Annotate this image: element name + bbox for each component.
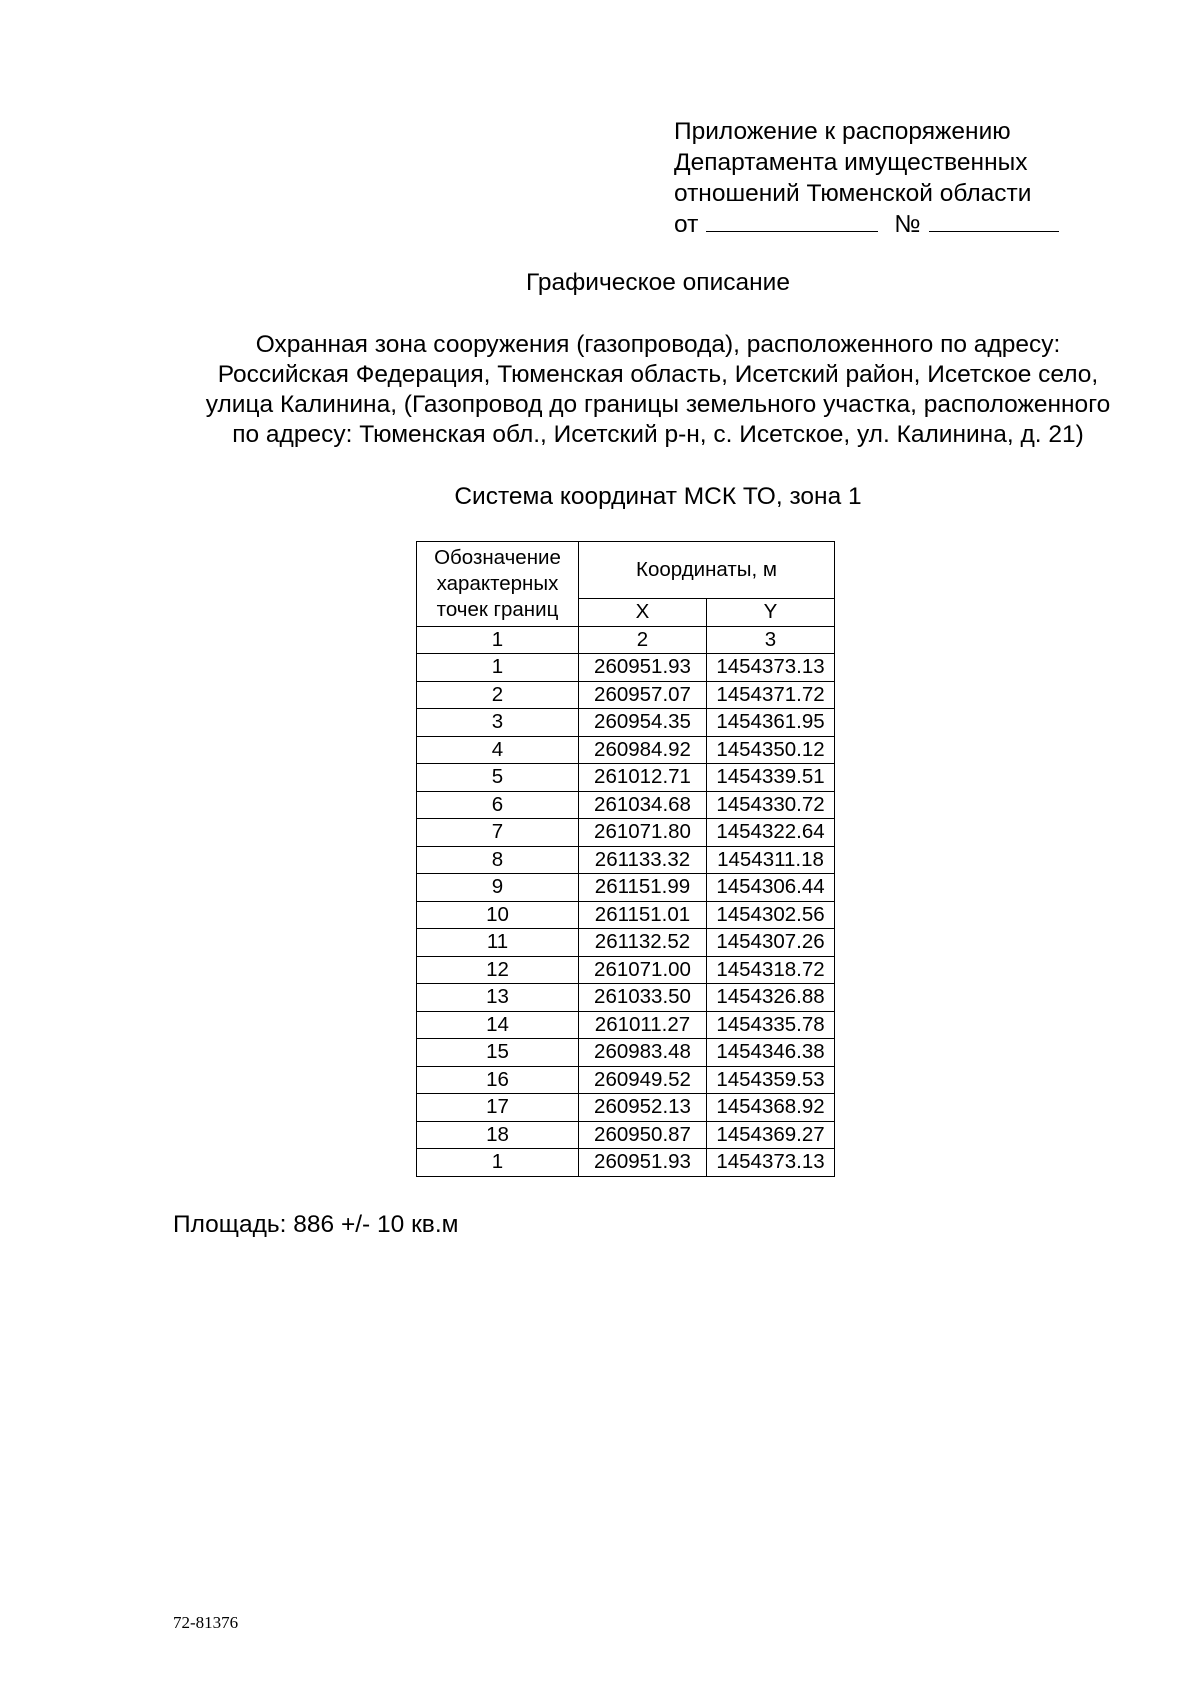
point-cell: 5 xyxy=(417,764,579,792)
table-row xyxy=(417,736,835,764)
y-cell: 1454318.72 xyxy=(707,956,835,984)
x-cell: 260952.13 xyxy=(579,1094,707,1122)
table-row xyxy=(417,819,835,847)
table-row xyxy=(417,984,835,1012)
y-cell: 1454369.27 xyxy=(707,1121,835,1149)
point-cell: 1 xyxy=(417,654,579,682)
point-cell: 11 xyxy=(417,929,579,957)
y-cell: 1454306.44 xyxy=(707,874,835,902)
y-header: Y xyxy=(707,599,835,627)
table-row xyxy=(417,1066,835,1094)
point-cell: 9 xyxy=(417,874,579,902)
point-cell: 3 xyxy=(417,709,579,737)
appendix-block xyxy=(674,116,1059,240)
point-designation-header xyxy=(417,542,579,627)
x-cell: 261033.50 xyxy=(579,984,707,1012)
y-cell: 1454326.88 xyxy=(707,984,835,1012)
x-cell: 260954.35 xyxy=(579,709,707,737)
x-cell: 260984.92 xyxy=(579,736,707,764)
description-line-2: Российская Федерация, Тюменская область, Исетский район, Исетское село, xyxy=(217,361,1099,388)
point-cell: 13 xyxy=(417,984,579,1012)
point-cell: 8 xyxy=(417,846,579,874)
x-cell: 260951.93 xyxy=(579,1149,707,1177)
table-row xyxy=(417,956,835,984)
coordinates-header: Координаты, м xyxy=(579,542,835,599)
coordinate-system-label: Система координат МСК ТО, зона 1 xyxy=(454,483,862,510)
point-cell: 17 xyxy=(417,1094,579,1122)
y-cell: 1454335.78 xyxy=(707,1011,835,1039)
y-cell: 1454350.12 xyxy=(707,736,835,764)
x-cell: 261151.01 xyxy=(579,901,707,929)
point-cell: 12 xyxy=(417,956,579,984)
x-cell: 260950.87 xyxy=(579,1121,707,1149)
column-number-3: 3 xyxy=(707,626,835,654)
x-cell: 260949.52 xyxy=(579,1066,707,1094)
area-label: Площадь: 886 +/- 10 кв.м xyxy=(173,1211,459,1238)
point-cell: 1 xyxy=(417,1149,579,1177)
x-header: X xyxy=(579,599,707,627)
coordinates-table xyxy=(416,541,835,1177)
table-row xyxy=(417,681,835,709)
zone-description xyxy=(100,330,1200,450)
x-cell: 261012.71 xyxy=(579,764,707,792)
table-row xyxy=(417,1121,835,1149)
x-cell: 261133.32 xyxy=(579,846,707,874)
table-row xyxy=(417,929,835,957)
point-cell: 15 xyxy=(417,1039,579,1067)
column-number-2: 2 xyxy=(579,626,707,654)
coordinates-body xyxy=(417,654,835,1177)
from-label: от xyxy=(674,211,699,238)
table-row xyxy=(417,1039,835,1067)
table-row xyxy=(417,846,835,874)
point-cell: 6 xyxy=(417,791,579,819)
appendix-line-3: отношений Тюменской области xyxy=(674,180,1032,207)
y-cell: 1454359.53 xyxy=(707,1066,835,1094)
x-cell: 261011.27 xyxy=(579,1011,707,1039)
point-cell: 14 xyxy=(417,1011,579,1039)
number-blank xyxy=(929,209,1059,232)
column-number-1: 1 xyxy=(417,626,579,654)
description-line-1: Охранная зона сооружения (газопровода), расположенного по адресу: xyxy=(255,331,1061,358)
appendix-line-1: Приложение к распоряжению xyxy=(674,118,1011,145)
table-row xyxy=(417,874,835,902)
table-row xyxy=(417,654,835,682)
y-cell: 1454373.13 xyxy=(707,1149,835,1177)
y-cell: 1454302.56 xyxy=(707,901,835,929)
x-cell: 261071.80 xyxy=(579,819,707,847)
table-row xyxy=(417,901,835,929)
y-cell: 1454346.38 xyxy=(707,1039,835,1067)
table-row xyxy=(417,791,835,819)
y-cell: 1454368.92 xyxy=(707,1094,835,1122)
point-cell: 2 xyxy=(417,681,579,709)
y-cell: 1454373.13 xyxy=(707,654,835,682)
x-cell: 260983.48 xyxy=(579,1039,707,1067)
document-number: 72-81376 xyxy=(173,1613,239,1632)
y-cell: 1454330.72 xyxy=(707,791,835,819)
x-cell: 260957.07 xyxy=(579,681,707,709)
point-cell: 10 xyxy=(417,901,579,929)
table-row xyxy=(417,1149,835,1177)
y-cell: 1454371.72 xyxy=(707,681,835,709)
y-cell: 1454322.64 xyxy=(707,819,835,847)
point-cell: 16 xyxy=(417,1066,579,1094)
x-cell: 260951.93 xyxy=(579,654,707,682)
table-row xyxy=(417,1094,835,1122)
x-cell: 261132.52 xyxy=(579,929,707,957)
y-cell: 1454307.26 xyxy=(707,929,835,957)
number-label: № xyxy=(894,211,921,238)
point-header-line-1: Обозначение xyxy=(434,545,561,569)
appendix-date-number-line xyxy=(674,209,1059,240)
table-row xyxy=(417,709,835,737)
x-cell: 261151.99 xyxy=(579,874,707,902)
table-row xyxy=(417,764,835,792)
document-title: Графическое описание xyxy=(526,269,790,296)
appendix-line-2: Департамента имущественных xyxy=(674,149,1028,176)
point-cell: 4 xyxy=(417,736,579,764)
point-cell: 7 xyxy=(417,819,579,847)
point-header-line-2: характерных xyxy=(436,571,559,595)
y-cell: 1454361.95 xyxy=(707,709,835,737)
description-line-4: по адресу: Тюменская обл., Исетский р-н, с. Исетское, ул. Калинина, д. 21) xyxy=(232,421,1084,448)
description-line-3: улица Калинина, (Газопровод до границы земельного участка, расположенного xyxy=(205,391,1111,418)
date-blank xyxy=(706,209,878,232)
x-cell: 261034.68 xyxy=(579,791,707,819)
table-row xyxy=(417,1011,835,1039)
y-cell: 1454339.51 xyxy=(707,764,835,792)
point-cell: 18 xyxy=(417,1121,579,1149)
x-cell: 261071.00 xyxy=(579,956,707,984)
y-cell: 1454311.18 xyxy=(707,846,835,874)
point-header-line-3: точек границ xyxy=(436,597,559,621)
